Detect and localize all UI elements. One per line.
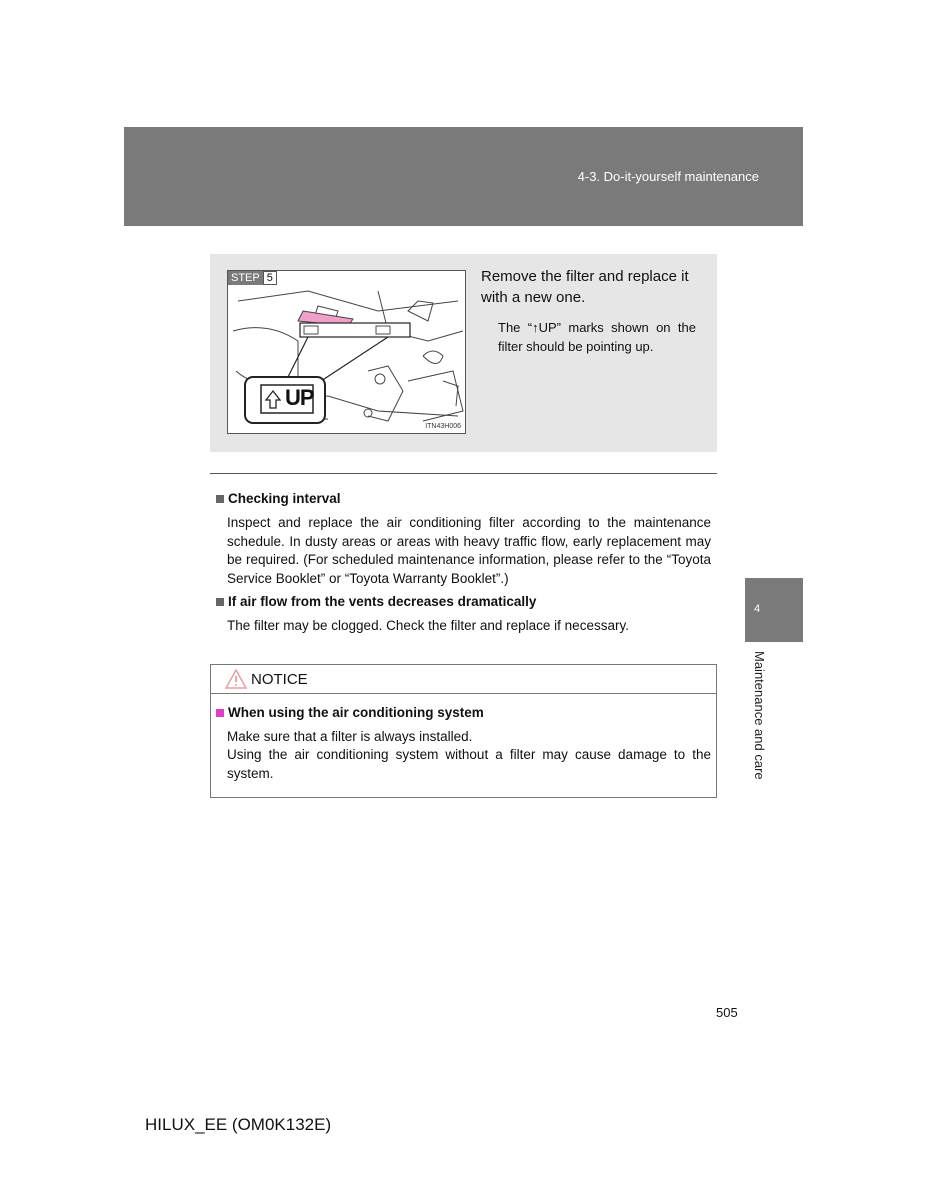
bullet-square-icon [216, 598, 224, 606]
notice-box [210, 664, 717, 798]
bullet-square-icon [216, 495, 224, 503]
chapter-title: Maintenance and care [752, 651, 767, 780]
page-number: 505 [716, 1005, 738, 1020]
step-badge [228, 271, 277, 285]
step-badge-label: STEP [228, 271, 263, 285]
notice-heading [216, 705, 484, 720]
step-panel [210, 254, 717, 452]
notice-title: NOTICE [251, 670, 308, 688]
chapter-number: 4 [754, 603, 761, 615]
heading-text: When using the air conditioning system [228, 705, 484, 720]
step-instruction: Remove the filter and replace it with a new one. [481, 268, 689, 306]
up-mark-label: UP [285, 385, 314, 410]
bullet-square-icon [216, 709, 224, 717]
heading-text: If air flow from the vents decreases dramatically [228, 594, 537, 609]
figure-code: ITN43H006 [425, 423, 461, 430]
section-divider [210, 473, 717, 474]
notice-line-1: Make sure that a filter is always installed. [227, 729, 473, 744]
header-band [124, 127, 803, 226]
section-body-checking-interval: Inspect and replace the air conditioning filter according to the maintenance schedule. In dusty areas or areas with heavy traffic flow, early replacement may be required. (For scheduled maintenance information, please refer to the “Toyota Service Booklet” or “Toyota Warranty Booklet”.) [227, 515, 711, 586]
section-title: 4-3. Do-it-yourself maintenance [577, 169, 759, 184]
warning-triangle-icon [225, 669, 247, 689]
chapter-tab [745, 578, 803, 642]
footer-model-code: HILUX_EE (OM0K132E) [145, 1115, 332, 1134]
step-note: The “↑UP” marks shown on the filter should be pointing up. [498, 320, 696, 354]
section-heading-air-flow [216, 594, 536, 609]
filter-drawing [228, 271, 466, 434]
notice-line-2: Using the air conditioning system without a filter may cause damage to the system. [227, 747, 711, 781]
step-badge-number: 5 [263, 271, 277, 285]
notice-header [211, 665, 716, 694]
section-heading-checking-interval [216, 491, 341, 506]
section-body-air-flow: The filter may be clogged. Check the filter and replace if necessary. [227, 618, 629, 633]
filter-illustration [227, 270, 466, 434]
heading-text: Checking interval [228, 491, 341, 506]
